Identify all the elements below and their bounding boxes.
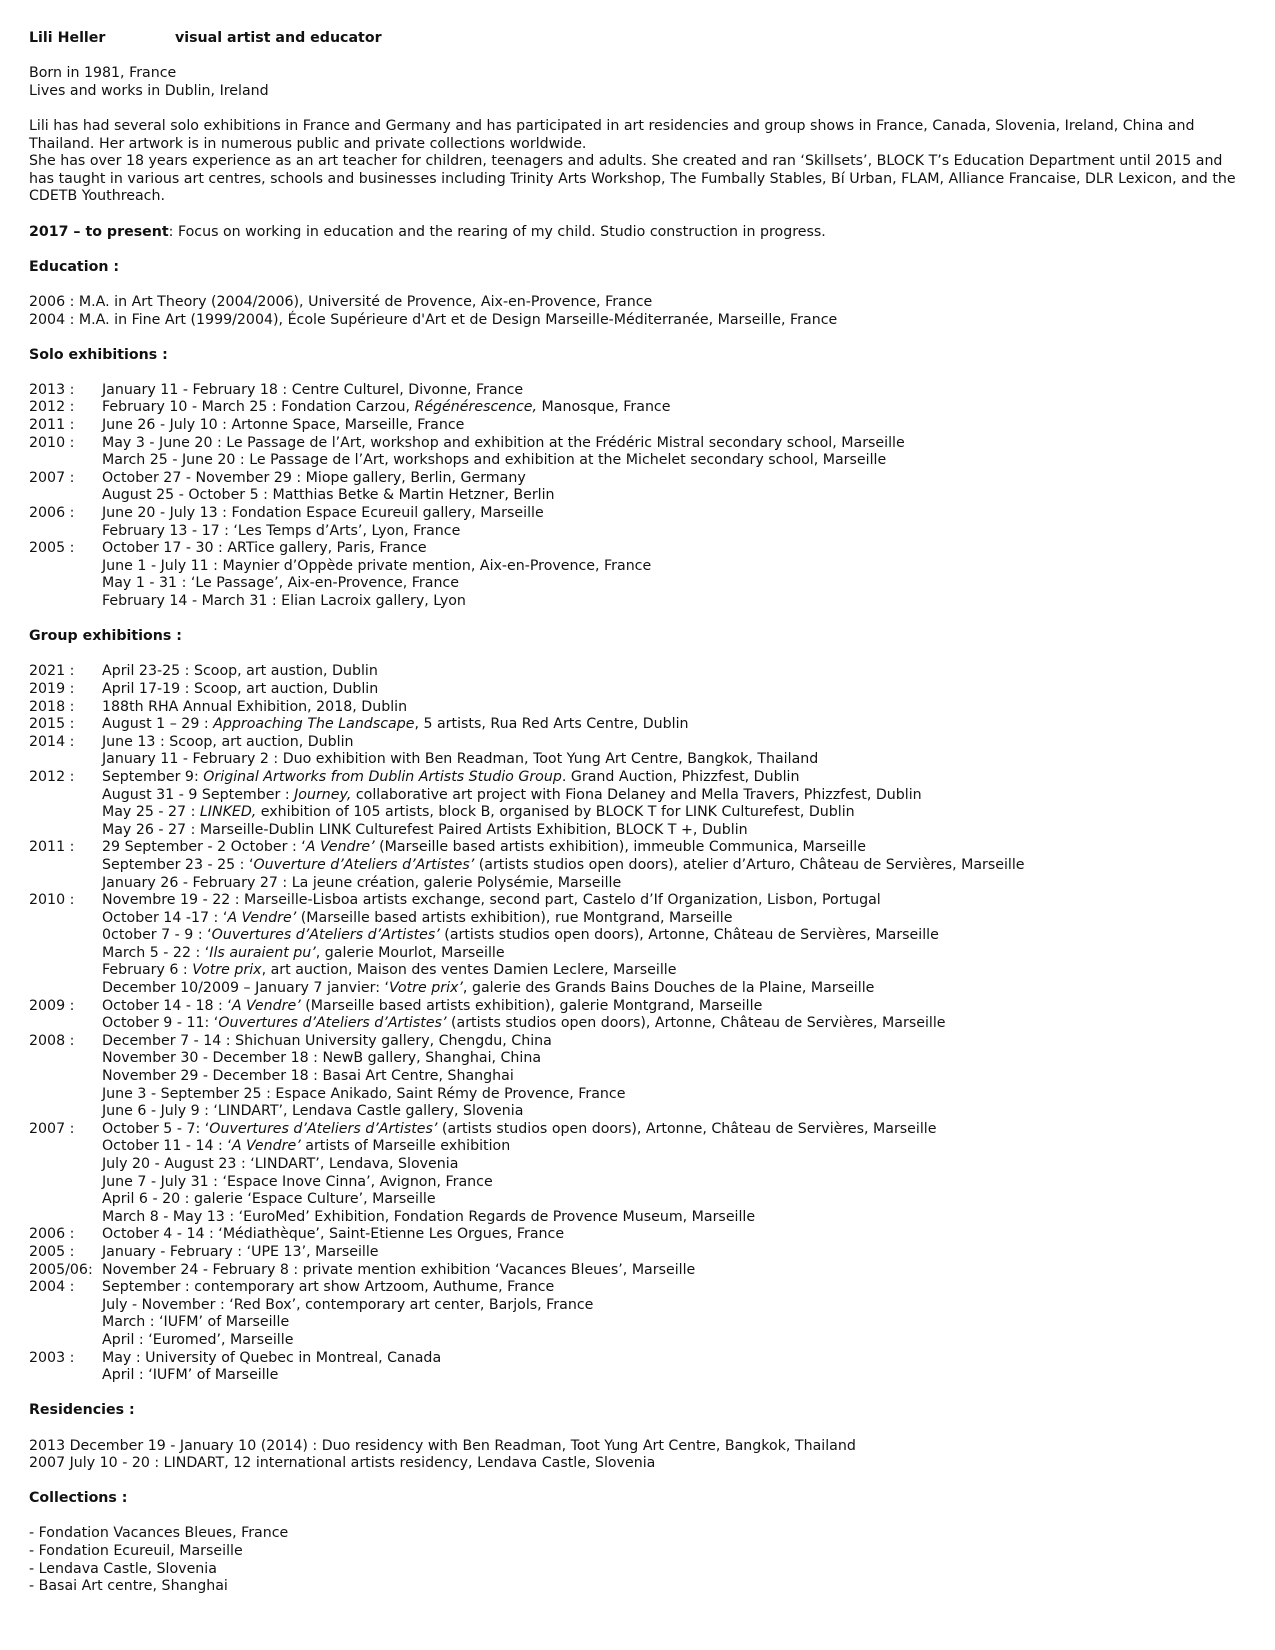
row-text-title: A Vendre’ (231, 997, 301, 1014)
cv-header (29, 30, 1247, 48)
row-year (29, 1086, 102, 1104)
row-text: May 3 - June 20 : Le Passage de l’Art, workshop and exhibition at the Frédéric Mistral secondary school, Marseille (102, 434, 905, 451)
row-year (29, 1015, 102, 1033)
group-exhibition-row (29, 1191, 1247, 1209)
group-exhibition-row (29, 875, 1247, 893)
row-text-tail: (artists studios open doors), atelier d’Arturo, Château de Servières, Marseille (474, 856, 1025, 873)
group-exhibition-row (29, 839, 1247, 857)
row-text (102, 399, 670, 417)
row-text (102, 1138, 510, 1156)
group-exhibition-row (29, 716, 1247, 734)
row-text-tail: (Marseille based artists exhibition), rue Montgrand, Marseille (296, 909, 733, 926)
row-year: 2006 : (29, 505, 75, 522)
group-exhibition-row (29, 1314, 1247, 1332)
group-exhibition-row (29, 1262, 1247, 1280)
row-text-tail: (artists studios open doors), Artonne, Château de Servières, Marseille (446, 1015, 946, 1032)
row-year: 2006 : (29, 1226, 75, 1243)
row-text-title: Original Artworks from Dublin Artists Studio Group (203, 768, 562, 785)
row-text: October 4 - 14 : ‘Médiathèque’, Saint-Etienne Les Orgues, France (102, 1226, 565, 1243)
row-year: 2010 : (29, 892, 75, 909)
row-year (29, 487, 102, 505)
row-text (102, 962, 676, 980)
row-text-tail: (artists studios open doors), Artonne, Château de Servières, Marseille (439, 927, 939, 944)
row-text: January 11 - February 2 : Duo exhibition with Ben Readman, Toot Yung Art Centre, Bangkok, Thailand (102, 751, 819, 768)
row-text: October 17 - 30 : ARTice gallery, Paris, France (102, 540, 427, 557)
row-year: 2007 : (29, 1120, 75, 1137)
collection-item: - Basai Art centre, Shanghai (29, 1578, 228, 1595)
row-text (102, 804, 855, 822)
row-year: 2015 : (29, 716, 75, 733)
row-year (29, 1209, 102, 1227)
row-year: 2005/06: (29, 1261, 93, 1278)
row-text-tail: , galerie des Grands Bains Douches de la Plaine, Marseille (462, 980, 875, 997)
solo-exhibition-row (29, 505, 1247, 523)
row-year (29, 945, 102, 963)
row-text-title: Ouverture d’Ateliers d’Artistes’ (253, 856, 475, 873)
bio-paragraph: Lili has had several solo exhibitions in France and Germany and has participated in art residencies and group shows in France, Canada, Slovenia, Ireland, China and Thailand. Her artwork is in numerous public and private collections worldwide. (29, 117, 1195, 152)
row-text-lead: 29 September - 2 October : ‘ (102, 839, 306, 856)
present-label: 2017 – to present (29, 223, 169, 240)
education-item: 2006 : M.A. in Art Theory (2004/2006), Université de Provence, Aix-en-Provence, France (29, 293, 653, 310)
row-text-lead: October 14 -17 : ‘ (102, 909, 228, 926)
group-exhibition-row (29, 1156, 1247, 1174)
residency-item: 2007 July 10 - 20 : LINDART, 12 international artists residency, Lendava Castle, Slovenia (29, 1455, 656, 1472)
row-text-tail: Manosque, France (537, 399, 671, 416)
row-text-title: Approaching The Landscape (213, 716, 415, 733)
row-text (102, 857, 1025, 875)
section-title-collections: Collections : (29, 1490, 128, 1507)
row-text: April 6 - 20 : galerie ‘Espace Culture’, Marseille (102, 1191, 436, 1208)
row-text-title: A Vendre’ (231, 1138, 301, 1155)
row-year: 2010 : (29, 434, 75, 451)
solo-exhibition-row (29, 558, 1247, 576)
row-text: August 25 - October 5 : Matthias Betke & Martin Hetzner, Berlin (102, 487, 555, 504)
residence-info: Lives and works in Dublin, Ireland (29, 82, 269, 99)
group-exhibition-row (29, 892, 1247, 910)
row-text-title: LINKED, (199, 804, 257, 821)
bio-paragraph: She has over 18 years experience as an art teacher for children, teenagers and adults. She created and ran ‘Skillsets’, BLOCK T’s Education Department until 2015 and has taught in various art centres, schools and businesses including Trinity Arts Workshop, The Fumbally Stables, Bí Urban, FLAM, Alliance Francaise, DLR Lexicon, and the CDETB Youthreach. (29, 153, 1236, 205)
row-year (29, 822, 102, 840)
row-text: January - February : ‘UPE 13’, Marseille (102, 1243, 379, 1260)
row-text-lead: 0ctober 7 - 9 : ‘ (102, 927, 212, 944)
row-text-lead: October 14 - 18 : ‘ (102, 997, 232, 1014)
row-year (29, 1174, 102, 1192)
row-text-title: A Vendre’ (305, 839, 375, 856)
group-exhibition-row (29, 663, 1247, 681)
solo-exhibition-row (29, 540, 1247, 558)
row-year (29, 787, 102, 805)
row-text (102, 839, 866, 857)
row-year (29, 1050, 102, 1068)
row-text: June 1 - July 11 : Maynier d’Oppède private mention, Aix-en-Provence, France (102, 557, 652, 574)
row-text: April 23-25 : Scoop, art austion, Dublin (102, 663, 378, 680)
row-text: June 6 - July 9 : ‘LINDART’, Lendava Castle gallery, Slovenia (102, 1103, 524, 1120)
row-text-title: Votre prix’ (389, 980, 463, 997)
artist-role: visual artist and educator (175, 30, 382, 46)
row-text (102, 787, 922, 805)
group-exhibition-row (29, 1086, 1247, 1104)
row-text: November 24 - February 8 : private mention exhibition ‘Vacances Bleues’, Marseille (102, 1261, 696, 1278)
row-year: 2009 : (29, 997, 75, 1014)
row-text: November 30 - December 18 : NewB gallery, Shanghai, China (102, 1050, 542, 1067)
row-year (29, 575, 102, 593)
row-text (102, 769, 799, 787)
row-year: 2018 : (29, 698, 75, 715)
row-text-lead: February 10 - March 25 : Fondation Carzou, (102, 399, 415, 416)
artist-name: Lili Heller (29, 30, 106, 46)
row-text (102, 910, 732, 928)
group-exhibition-row (29, 787, 1247, 805)
group-exhibition-row (29, 1103, 1247, 1121)
group-exhibition-row (29, 1279, 1247, 1297)
row-year (29, 452, 102, 470)
row-text-lead: March 5 - 22 : ‘ (102, 944, 210, 961)
row-text: March : ‘IUFM’ of Marseille (102, 1314, 290, 1331)
row-year (29, 857, 102, 875)
row-year (29, 751, 102, 769)
solo-exhibition-row (29, 523, 1247, 541)
row-year: 2004 : (29, 1279, 75, 1296)
row-year (29, 962, 102, 980)
row-text-lead: May 25 - 27 : (102, 804, 200, 821)
row-text-tail: , art auction, Maison des ventes Damien Leclere, Marseille (261, 962, 677, 979)
row-year: 2012 : (29, 768, 75, 785)
row-text (102, 716, 689, 734)
group-exhibition-row (29, 998, 1247, 1016)
solo-exhibition-row (29, 382, 1247, 400)
solo-exhibition-row (29, 593, 1247, 611)
row-year (29, 980, 102, 998)
group-exhibition-row (29, 945, 1247, 963)
group-exhibition-row (29, 1226, 1247, 1244)
row-year (29, 1103, 102, 1121)
row-text (102, 998, 762, 1016)
row-year: 2021 : (29, 663, 75, 680)
group-exhibition-row (29, 769, 1247, 787)
row-text: June 20 - July 13 : Fondation Espace Ecureuil gallery, Marseille (102, 505, 544, 522)
section-title-residencies: Residencies : (29, 1402, 135, 1419)
group-exhibition-row (29, 822, 1247, 840)
row-text: February 13 - 17 : ‘Les Temps d’Arts’, Lyon, France (102, 522, 461, 539)
education-item: 2004 : M.A. in Fine Art (1999/2004), École Supérieure d'Art et de Design Marseille-Méditerranée, Marseille, France (29, 311, 838, 328)
group-exhibition-row (29, 1332, 1247, 1350)
row-text-tail: , galerie Mourlot, Marseille (315, 944, 505, 961)
group-exhibition-row (29, 1068, 1247, 1086)
row-text: December 7 - 14 : Shichuan University gallery, Chengdu, China (102, 1032, 552, 1049)
row-text: April : ‘IUFM’ of Marseille (102, 1367, 279, 1384)
present-text: : Focus on working in education and the rearing of my child. Studio construction in progress. (168, 223, 826, 240)
row-text-lead: February 6 : (102, 962, 193, 979)
row-year (29, 910, 102, 928)
row-text: October 27 - November 29 : Miope gallery, Berlin, Germany (102, 469, 526, 486)
row-year: 2012 : (29, 399, 75, 416)
solo-exhibition-row (29, 452, 1247, 470)
row-year (29, 1191, 102, 1209)
row-text-tail: . Grand Auction, Phizzfest, Dublin (561, 768, 800, 785)
row-text-title: Votre prix (192, 962, 262, 979)
collection-item: - Fondation Ecureuil, Marseille (29, 1543, 243, 1560)
row-text-lead: September 9: (102, 768, 204, 785)
row-text-lead: October 11 - 14 : ‘ (102, 1138, 232, 1155)
row-text: April : ‘Euromed’, Marseille (102, 1331, 294, 1348)
birth-info: Born in 1981, France (29, 65, 177, 82)
row-text-title: Ils auraient pu’ (209, 944, 316, 961)
group-exhibition-row (29, 1015, 1247, 1033)
group-exhibitions-list (29, 663, 1247, 1384)
row-text-tail: artists of Marseille exhibition (300, 1138, 511, 1155)
row-text-title: Ouvertures d’Ateliers d’Artistes’ (211, 927, 440, 944)
row-year: 2014 : (29, 733, 75, 750)
row-text (102, 945, 505, 963)
row-year: 2019 : (29, 680, 75, 697)
row-text: April 17-19 : Scoop, art auction, Dublin (102, 680, 379, 697)
row-text-tail: (Marseille based artists exhibition), galerie Montgrand, Marseille (300, 997, 763, 1014)
group-exhibition-row (29, 699, 1247, 717)
row-text (102, 980, 874, 998)
row-text: 188th RHA Annual Exhibition, 2018, Dublin (102, 698, 408, 715)
group-exhibition-row (29, 1244, 1247, 1262)
row-text-tail: collaborative art project with Fiona Delaney and Mella Travers, Phizzfest, Dublin (351, 786, 922, 803)
section-title-solo: Solo exhibitions : (29, 346, 168, 363)
row-year: 2011 : (29, 417, 75, 434)
residency-item: 2013 December 19 - January 10 (2014) : Duo residency with Ben Readman, Toot Yung Art Centre, Bangkok, Thailand (29, 1437, 856, 1454)
row-text: May 1 - 31 : ‘Le Passage’, Aix-en-Provence, France (102, 575, 459, 592)
row-text-title: Ouvertures d’Ateliers d’Artistes’ (209, 1120, 438, 1137)
row-text (102, 927, 939, 945)
row-text-lead: September 23 - 25 : ‘ (102, 856, 254, 873)
row-year (29, 1068, 102, 1086)
group-exhibition-row (29, 1367, 1247, 1385)
row-year: 2008 : (29, 1032, 75, 1049)
group-exhibition-row (29, 1350, 1247, 1368)
solo-exhibition-row (29, 487, 1247, 505)
solo-exhibition-row (29, 399, 1247, 417)
row-text-title: A Vendre’ (227, 909, 297, 926)
row-year: 2003 : (29, 1349, 75, 1366)
group-exhibition-row (29, 1121, 1247, 1139)
row-year (29, 1138, 102, 1156)
row-text (102, 1015, 946, 1033)
row-year (29, 1156, 102, 1174)
row-text: January 11 - February 18 : Centre Culturel, Divonne, France (102, 381, 524, 398)
row-year: 2007 : (29, 469, 75, 486)
row-text: January 26 - February 27 : La jeune création, galerie Polysémie, Marseille (102, 874, 622, 891)
row-text-title: Ouvertures d’Ateliers d’Artistes’ (218, 1015, 447, 1032)
solo-exhibition-row (29, 470, 1247, 488)
group-exhibition-row (29, 1174, 1247, 1192)
row-year (29, 523, 102, 541)
solo-exhibition-row (29, 575, 1247, 593)
group-exhibition-row (29, 804, 1247, 822)
row-text: November 29 - December 18 : Basai Art Centre, Shanghai (102, 1068, 514, 1085)
row-year (29, 804, 102, 822)
row-year: 2005 : (29, 1243, 75, 1260)
group-exhibition-row (29, 734, 1247, 752)
group-exhibition-row (29, 980, 1247, 998)
row-year: 2011 : (29, 839, 75, 856)
row-text: June 3 - September 25 : Espace Anikado, Saint Rémy de Provence, France (102, 1085, 626, 1102)
section-title-group: Group exhibitions : (29, 628, 182, 645)
row-text-lead: October 5 - 7: ‘ (102, 1120, 210, 1137)
group-exhibition-row (29, 681, 1247, 699)
group-exhibition-row (29, 1050, 1247, 1068)
row-text-tail: exhibition of 105 artists, block B, organised by BLOCK T for LINK Culturefest, Dublin (256, 804, 855, 821)
solo-exhibitions-list (29, 382, 1247, 611)
group-exhibition-row (29, 857, 1247, 875)
row-year (29, 1314, 102, 1332)
row-text: July 20 - August 23 : ‘LINDART’, Lendava, Slovenia (102, 1156, 459, 1172)
row-text: March 8 - May 13 : ‘EuroMed’ Exhibition, Fondation Regards de Provence Museum, Marseille (102, 1208, 756, 1225)
row-year (29, 1297, 102, 1315)
row-text-lead: December 10/2009 – January 7 janvier: ‘ (102, 980, 390, 997)
group-exhibition-row (29, 962, 1247, 980)
group-exhibition-row (29, 1297, 1247, 1315)
row-text: June 13 : Scoop, art auction, Dublin (102, 733, 354, 750)
row-text-title: Régénérescence, (414, 399, 538, 416)
row-text: June 26 - July 10 : Artonne Space, Marseille, France (102, 417, 465, 434)
group-exhibition-row (29, 1033, 1247, 1051)
solo-exhibition-row (29, 417, 1247, 435)
row-year (29, 875, 102, 893)
row-year: 2013 : (29, 381, 75, 398)
solo-exhibition-row (29, 435, 1247, 453)
row-text: May : University of Quebec in Montreal, Canada (102, 1349, 442, 1366)
row-text: September : contemporary art show Artzoom, Authume, France (102, 1279, 555, 1296)
group-exhibition-row (29, 1209, 1247, 1227)
section-title-education: Education : (29, 258, 120, 275)
row-text: May 26 - 27 : Marseille-Dublin LINK Culturefest Paired Artists Exhibition, BLOCK T +, Dublin (102, 821, 748, 838)
row-text-tail: (artists studios open doors), Artonne, Château de Servières, Marseille (437, 1120, 937, 1137)
row-year (29, 593, 102, 611)
group-exhibition-row (29, 1138, 1247, 1156)
row-year (29, 1332, 102, 1350)
group-exhibition-row (29, 910, 1247, 928)
row-text-tail: , 5 artists, Rua Red Arts Centre, Dublin (414, 716, 689, 733)
row-text: February 14 - March 31 : Elian Lacroix gallery, Lyon (102, 593, 466, 609)
row-year: 2005 : (29, 540, 75, 557)
collection-item: - Lendava Castle, Slovenia (29, 1560, 217, 1577)
row-year (29, 558, 102, 576)
row-text-lead: August 1 – 29 : (102, 716, 214, 733)
row-text-lead: August 31 - 9 September : (102, 786, 295, 803)
row-text (102, 1121, 936, 1139)
row-text-lead: October 9 - 11: ‘ (102, 1015, 219, 1032)
collection-item: - Fondation Vacances Bleues, France (29, 1525, 289, 1542)
group-exhibition-row (29, 927, 1247, 945)
row-text: June 7 - July 31 : ‘Espace Inove Cinna’, Avignon, France (102, 1173, 493, 1190)
row-text-title: Journey, (294, 786, 352, 803)
row-text: Novembre 19 - 22 : Marseille-Lisboa artists exchange, second part, Castelo d’If Organization, Lisbon, Portugal (102, 892, 881, 909)
row-text: March 25 - June 20 : Le Passage de l’Art, workshops and exhibition at the Michelet secondary school, Marseille (102, 452, 887, 469)
row-year (29, 927, 102, 945)
present-status (29, 224, 1247, 242)
row-year (29, 1367, 102, 1385)
group-exhibition-row (29, 751, 1247, 769)
row-text-tail: (Marseille based artists exhibition), immeuble Communica, Marseille (374, 839, 866, 856)
row-text: July - November : ‘Red Box’, contemporary art center, Barjols, France (102, 1296, 594, 1313)
